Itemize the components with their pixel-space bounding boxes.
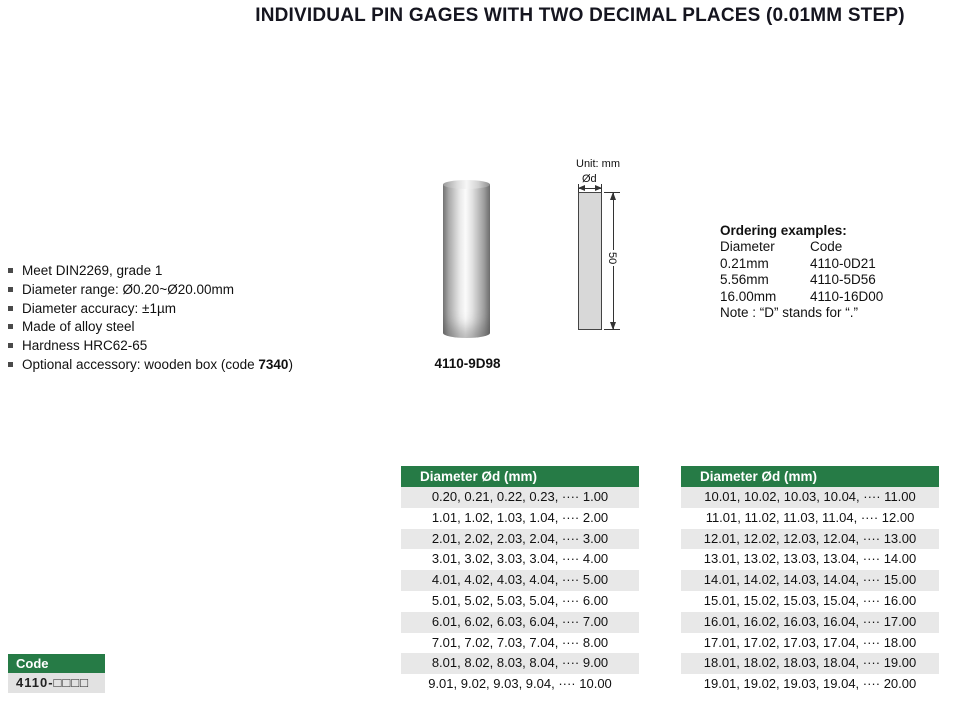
ordering-code: 4110-0D21 [810,255,876,271]
table-header: Diameter Ød (mm) [401,466,639,487]
table-row: 10.01, 10.02, 10.03, 10.04, ···· 11.00 [681,487,939,508]
feature-item [8,318,293,337]
feature-text-suffix: ) [288,356,293,372]
table-row: 19.01, 19.02, 19.03, 19.04, ···· 20.00 [681,674,939,695]
ordering-diameter: 5.56mm [720,272,769,288]
table-row: 5.01, 5.02, 5.03, 5.04, ···· 6.00 [401,591,639,612]
diameter-table-right [681,466,939,695]
table-row: 15.01, 15.02, 15.03, 15.04, ···· 16.00 [681,591,939,612]
ordering-examples [720,222,930,322]
diameter-table-left [401,466,639,695]
pin-top-face [443,180,490,189]
table-row: 18.01, 18.02, 18.03, 18.04, ···· 19.00 [681,653,939,674]
bullet-icon [8,268,13,273]
code-box-header: Code [8,654,105,673]
feature-item [8,300,293,319]
ordering-row [720,256,930,273]
feature-text: Diameter range: Ø0.20~Ø20.00mm [22,281,234,297]
feature-item [8,356,293,375]
feature-text: Meet DIN2269, grade 1 [22,263,163,278]
ordering-diameter: 0.21mm [720,255,769,271]
table-row: 4.01, 4.02, 4.03, 4.04, ···· 5.00 [401,570,639,591]
table-row: 17.01, 17.02, 17.03, 17.04, ···· 18.00 [681,633,939,654]
length-dim-label: 50 [606,252,618,265]
feature-text: Made of alloy steel [22,319,135,335]
arrow-left-icon [578,185,585,191]
bullet-icon [8,306,13,311]
feature-text: Diameter accuracy: ±1µm [22,300,176,316]
bullet-icon [8,362,13,367]
code-box [8,654,105,693]
feature-item [8,281,293,300]
ordering-row [720,272,930,289]
code-box-value: 4110-□□□□ [8,673,105,693]
pin-gage-code-label: 4110-9D98 [434,356,501,371]
feature-item [8,262,293,281]
table-row: 3.01, 3.02, 3.03, 3.04, ···· 4.00 [401,549,639,570]
bullet-icon [8,343,13,348]
table-header: Diameter Ød (mm) [681,466,939,487]
table-row: 14.01, 14.02, 14.03, 14.04, ···· 15.00 [681,570,939,591]
page-title: INDIVIDUAL PIN GAGES WITH TWO DECIMAL PLACES (0.01MM STEP) [255,5,905,26]
table-row: 8.01, 8.02, 8.03, 8.04, ···· 9.00 [401,653,639,674]
feature-text-prefix: Optional accessory: wooden box (code [22,356,259,372]
accessory-code: 7340 [258,356,289,372]
ordering-note: Note : “D” stands for “.” [720,305,859,321]
ordering-col-code: Code [810,239,843,254]
table-row: 6.01, 6.02, 6.03, 6.04, ···· 7.00 [401,612,639,633]
ordering-col-diameter: Diameter [720,239,775,254]
feature-text: Hardness HRC62-65 [22,338,148,354]
table-row: 13.01, 13.02, 13.03, 13.04, ···· 14.00 [681,549,939,570]
unit-label: Unit: mm [576,158,620,170]
table-row: 12.01, 12.02, 12.03, 12.04, ···· 13.00 [681,529,939,550]
table-row: 9.01, 9.02, 9.03, 9.04, ···· 10.00 [401,674,639,695]
ordering-examples-title: Ordering examples: [720,223,847,238]
ordering-code: 4110-5D56 [810,272,876,288]
table-row: 11.01, 11.02, 11.03, 11.04, ···· 12.00 [681,508,939,529]
table-row: 0.20, 0.21, 0.22, 0.23, ···· 1.00 [401,487,639,508]
ordering-row [720,289,930,306]
pin-drawing-rectangle [578,192,602,330]
ordering-code: 4110-16D00 [810,288,884,304]
table-row: 2.01, 2.02, 2.03, 2.04, ···· 3.00 [401,529,639,550]
feature-text [22,357,293,372]
ordering-diameter: 16.00mm [720,288,777,304]
bullet-icon [8,287,13,292]
arrow-right-icon [595,185,602,191]
diameter-dim-label: Ød [582,173,597,185]
ordering-header-row [720,239,930,256]
pin-gage-image [443,180,490,338]
arrow-down-icon [610,322,616,330]
feature-list [8,262,293,375]
table-row: 1.01, 1.02, 1.03, 1.04, ···· 2.00 [401,508,639,529]
arrow-up-icon [610,192,616,200]
feature-item [8,337,293,356]
table-row: 16.01, 16.02, 16.03, 16.04, ···· 17.00 [681,612,939,633]
bullet-icon [8,324,13,329]
table-row: 7.01, 7.02, 7.03, 7.04, ···· 8.00 [401,633,639,654]
pin-body [443,184,490,338]
